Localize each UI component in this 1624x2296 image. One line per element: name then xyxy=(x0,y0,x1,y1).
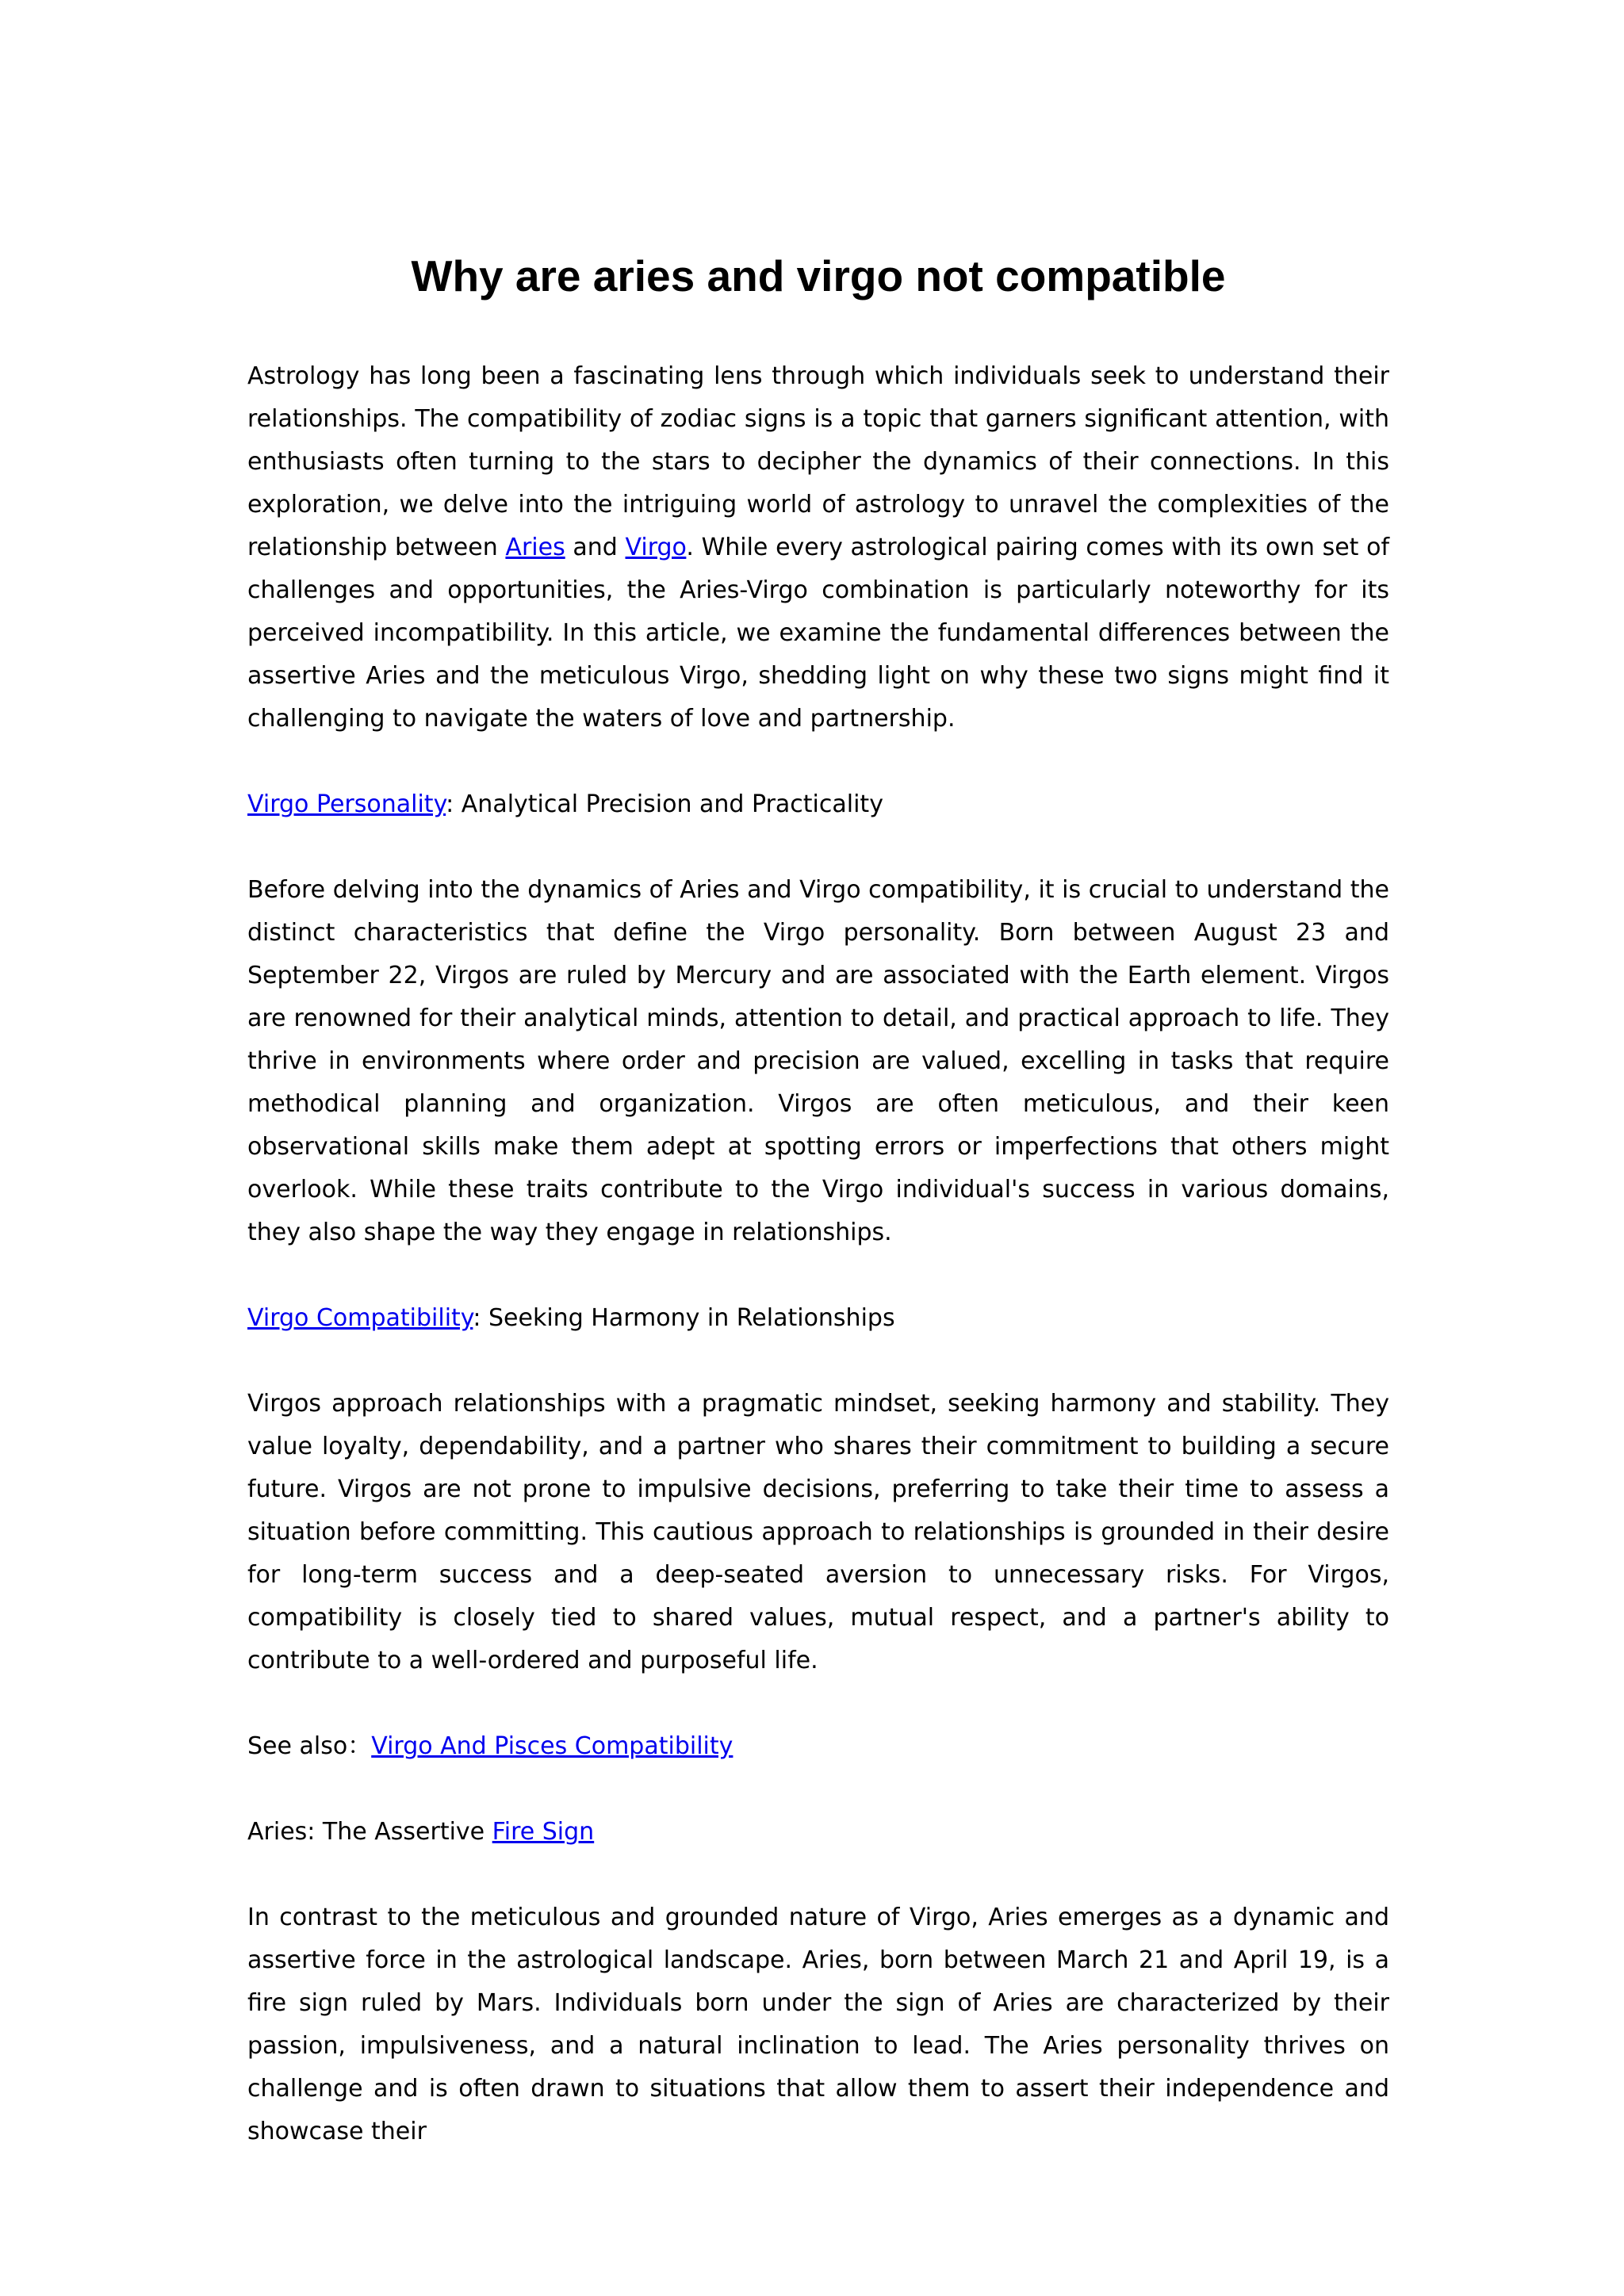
aries-paragraph: In contrast to the meticulous and grounded nature of Virgo, Aries emerges as a dynamic and assertive force in the astrological landscape. Aries, born between March 21 and April 19, is a fire sign ruled by Mars. Individuals born under the sign of Aries are characterized by their passion, impulsiveness, and a natural inclination to lead. The Aries personality thrives on challenge and is often drawn to situations that allow them to assert their independence and showcase their xyxy=(247,1904,1389,2145)
virgo-compatibility-paragraph: Virgos approach relationships with a pragmatic mindset, seeking harmony and stability. They value loyalty, dependability, and a partner who shares their commitment to building a secure future. Virgos are not prone to impulsive decisions, preferring to take their time to assess a situation before committing. This cautious approach to relationships is grounded in their desire for long-term success and a deep-seated aversion to unnecessary risks. For Virgos, compatibility is closely tied to shared values, mutual respect, and a partner's ability to contribute to a well-ordered and purposeful life. xyxy=(247,1390,1389,1674)
aries-link[interactable]: Aries xyxy=(505,534,565,561)
virgo-personality-heading xyxy=(247,783,1389,826)
document-body xyxy=(247,355,1389,2196)
virgo-personality-paragraph: Before delving into the dynamics of Aries and Virgo compatibility, it is crucial to understand the distinct characteristics that define the Virgo personality. Born between August 23 and September 22, Virgos are ruled by Mercury and are associated with the Earth element. Virgos are renowned for their analytical minds, attention to detail, and practical approach to life. They thrive in environments where order and precision are valued, excelling in tasks that require methodical planning and organization. Virgos are often meticulous, and their keen observational skills make them adept at spotting errors or imperfections that others might overlook. While these traits contribute to the Virgo individual's success in various domains, they also shape the way they engage in relationships. xyxy=(247,876,1389,1246)
intro-text-3: . While every astrological pairing comes with its own set of challenges and opportunities, the Aries-Virgo combination is particularly noteworthy for its perceived incompatibility. In this article, we examine the fundamental differences between the assertive Aries and the meticulous Virgo, shedding light on why these two signs might find it challenging to navigate the waters of love and partnership. xyxy=(247,534,1390,733)
aries-heading-text: Aries: The Assertive xyxy=(247,1818,492,1846)
virgo-compatibility-heading xyxy=(247,1297,1389,1340)
fire-sign-link[interactable]: Fire Sign xyxy=(492,1818,595,1846)
virgo-compatibility-link[interactable]: Virgo Compatibility xyxy=(247,1304,473,1332)
virgo-compatibility-heading-text: : Seeking Harmony in Relationships xyxy=(473,1304,895,1332)
see-also-line xyxy=(247,1725,1389,1768)
virgo-personality-heading-text: : Analytical Precision and Practicality xyxy=(446,790,883,818)
aries-heading xyxy=(247,1811,1389,1854)
document-page xyxy=(247,0,1389,2296)
intro-paragraph xyxy=(247,355,1389,740)
virgo-link[interactable]: Virgo xyxy=(625,534,687,561)
virgo-personality-link[interactable]: Virgo Personality xyxy=(247,790,446,818)
intro-text-2: and xyxy=(565,534,626,561)
intro-text-1: Astrology has long been a fascinating lens through which individuals seek to understand their relationships. The compatibility of zodiac signs is a topic that garners significant attention, with enthusiasts often turning to the stars to decipher the dynamics of their connections. In this exploration, we delve into the intriguing world of astrology to unravel the complexities of the relationship between xyxy=(247,362,1389,561)
see-also-label: See also： xyxy=(247,1732,372,1760)
virgo-pisces-link[interactable]: Virgo And Pisces Compatibility xyxy=(371,1732,733,1760)
document-title: Why are aries and virgo not compatible xyxy=(411,251,1226,300)
